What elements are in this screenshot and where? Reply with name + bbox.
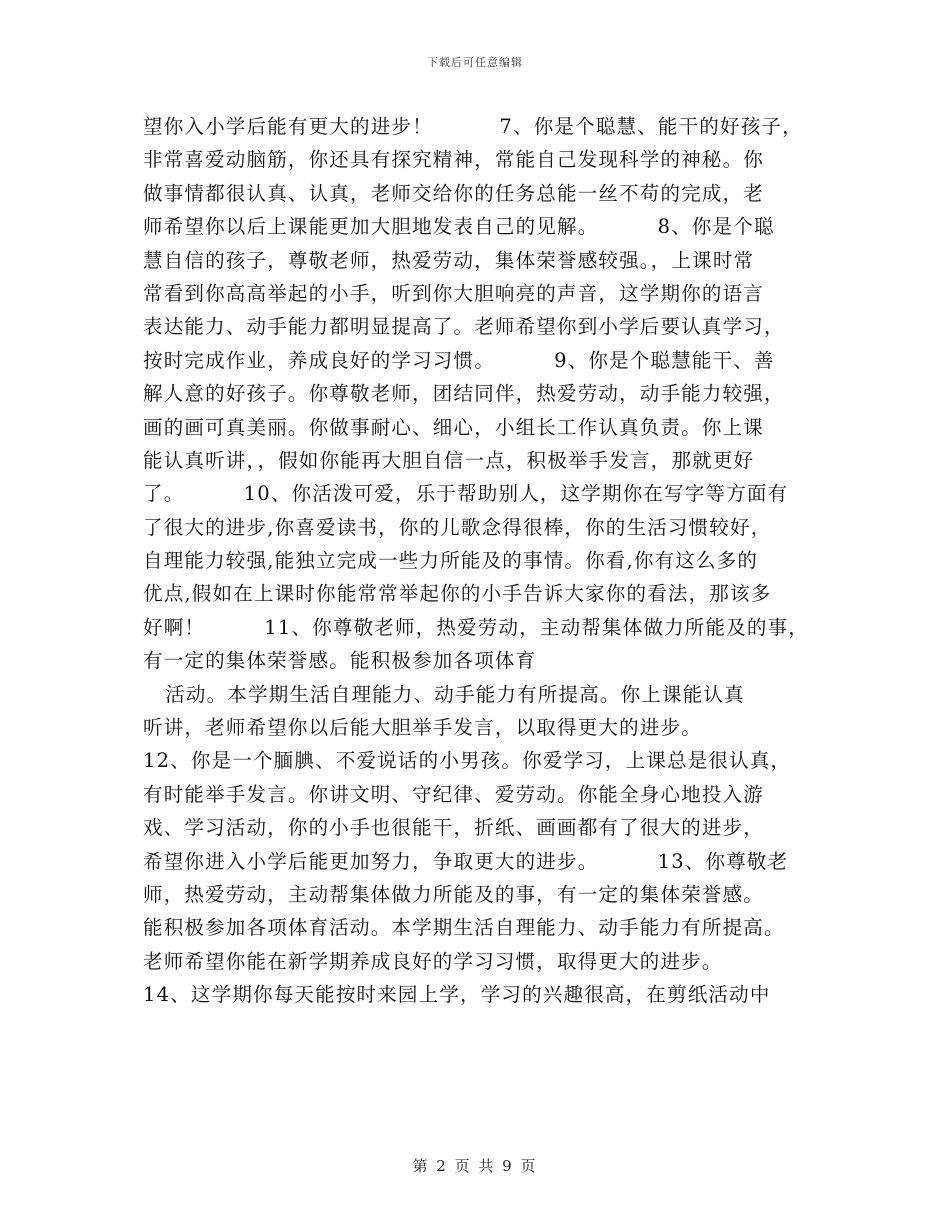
text-line: 了很大的进步,你喜爱读书，你的儿歌念得很棒，你的生活习惯较好， [143, 515, 772, 539]
text-line: 12、你是一个腼腆、不爱说话的小男孩。你爱学习，上课总是很认真， [143, 749, 792, 773]
text-line: 能积极参加各项体育活动。本学期生活自理能力、动手能力有所提高。 [143, 916, 785, 940]
page-header: 下载后可任意编辑 [427, 56, 523, 69]
text-line: 有时能举手发言。你讲文明、守纪律、爱劳动。你能全身心地投入游 [143, 782, 765, 806]
text-line: 表达能力、动手能力都明显提高了。老师希望你到小学后要认真学习， [143, 315, 785, 339]
text-line: 自理能力较强,能独立完成一些力所能及的事情。你看,你有这么多的 [143, 549, 759, 573]
text-line: 优点,假如在上课时你能常常举起你的小手告诉大家你的看法，那该多 [143, 582, 772, 606]
text-line: 戏、学习活动，你的小手也很能干，折纸、画画都有了很大的进步， [143, 816, 765, 840]
text-line: 画的画可真美丽。你做事耐心、细心，小组长工作认真负责。你上课 [143, 415, 765, 439]
document-body [143, 110, 815, 1012]
text-line: 非常喜爱动脑筋，你还具有探究精神，常能自己发现科学的神秘。你 [143, 148, 765, 172]
page-number: 第 2 页 共 9 页 [412, 1157, 538, 1175]
text-line: 希望你进入小学后能更加努力，争取更大的进步。 13、你尊敬老 [143, 849, 789, 873]
text-line: 解人意的好孩子。你尊敬老师，团结同伴，热爱劳动，动手能力较强， [143, 382, 785, 406]
text-line: 听讲，老师希望你以后能大胆举手发言，以取得更大的进步。 [143, 716, 702, 740]
text-line: 常看到你高高举起的小手，听到你大胆响亮的声音，这学期你的语言 [143, 281, 765, 305]
text-line: 老师希望你能在新学期养成良好的学习习惯，取得更大的进步。 [143, 949, 723, 973]
text-line: 望你入小学后能有更大的进步！ 7、你是个聪慧、能干的好孩子， [143, 115, 803, 138]
text-line: 师希望你以后上课能更加大胆地发表自己的见解。 8、你是个聪 [143, 215, 775, 239]
text-line: 有一定的集体荣誉感。能积极参加各项体育 [143, 649, 537, 673]
text-line: 慧自信的孩子，尊敬老师，热爱劳动，集体荣誉感较强。，上课时常 [143, 248, 755, 272]
text-line: 14、这学期你每天能按时来园上学，学习的兴趣很高，在剪纸活动中 [143, 983, 771, 1007]
text-line: 按时完成作业，养成良好的学习习惯。 9、你是个聪慧能干、善 [143, 348, 775, 372]
text-line: 了。 10、你活泼可爱，乐于帮助别人，这学期你在写字等方面有 [143, 482, 789, 506]
text-line: 做事情都很认真、认真，老师交给你的任务总能一丝不苟的完成，老 [143, 181, 765, 205]
text-line: 师，热爱劳动，主动帮集体做力所能及的事，有一定的集体荣誉感。 [143, 882, 765, 906]
text-line: 能认真听讲，，假如你能再大胆自信一点，积极举手发言，那就更好 [143, 448, 755, 472]
text-line: 好啊！ 11、你尊敬老师，热爱劳动，主动帮集体做力所能及的事， [143, 615, 810, 639]
text-line: 活动。本学期生活自理能力、动手能力有所提高。你上课能认真 [143, 682, 745, 706]
